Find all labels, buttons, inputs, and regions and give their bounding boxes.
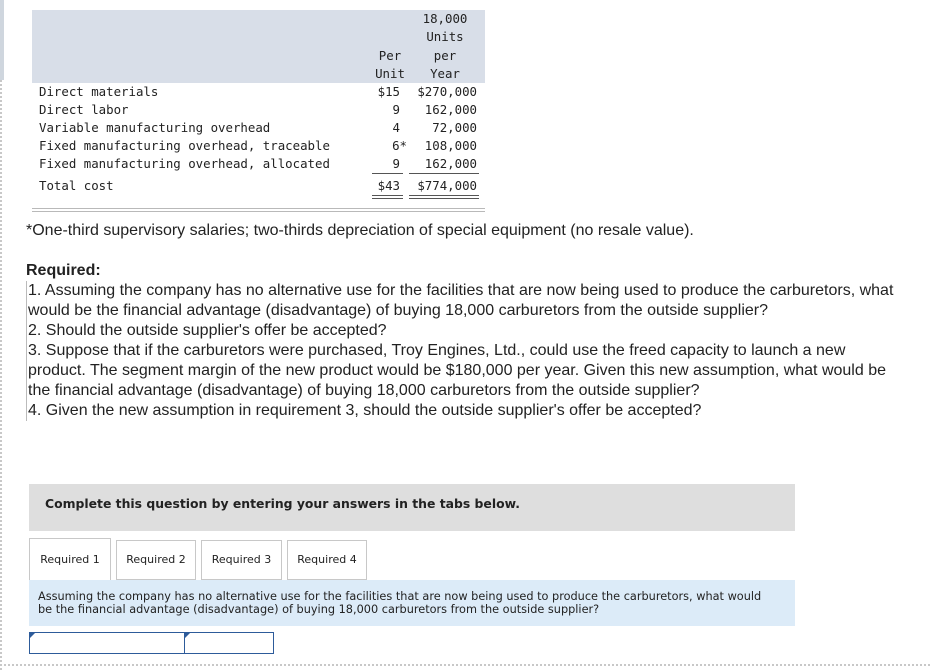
header-year-line-4: Year: [430, 66, 460, 81]
requirement-item: 3. Suppose that if the carburetors were purchased, Troy Engines, Ltd., could use the freed capacity to launch a new product. The segment margin of the new product would be $180,000 per year. Given this new assumption, what would be the financial advantage (disadvantage) of buying 18,000 carburetors from the outside supplier?: [28, 342, 886, 399]
answer-label-input[interactable]: [29, 632, 185, 654]
row-label: Direct materials: [39, 84, 159, 99]
row-label: Fixed manufacturing overhead, allocated: [39, 156, 330, 171]
total-per-year: $774,000: [417, 178, 477, 193]
table-row: [32, 83, 485, 101]
bottom-dotted-border: [0, 664, 932, 666]
header-year-line-1: 18,000: [422, 11, 468, 26]
table-row: [32, 119, 485, 137]
header-year-line-2: Units: [426, 29, 464, 44]
footnote: *One-third supervisory salaries; two-thirds depreciation of special equipment (no resale value).: [26, 222, 694, 239]
row-per-unit: 9: [392, 156, 400, 171]
answer-amount-input[interactable]: [184, 632, 274, 654]
tab-required-4[interactable]: Required 4: [287, 540, 367, 580]
requirement-item: 1. Assuming the company has no alternative use for the facilities that are now being used to produce the carburetors, what would be the financial advantage (disadvantage) of buying 18,000 carburetors from the outside supplier?: [28, 282, 894, 319]
row-label: Direct labor: [39, 102, 129, 117]
header-unit-line-2: Unit: [375, 66, 405, 81]
instruction-bar: [29, 484, 795, 531]
input-marker-icon: [185, 633, 190, 638]
input-marker-icon: [30, 633, 35, 638]
header-unit-line-1: Per: [378, 48, 402, 63]
instruction-text: Complete this question by entering your answers in the tabs below.: [45, 496, 520, 511]
row-label: Variable manufacturing overhead: [39, 120, 271, 135]
total-row: [32, 177, 485, 195]
table-row: [32, 155, 485, 173]
subtotal-underline-year: [409, 173, 479, 174]
subtotal-underline-unit: [372, 173, 403, 174]
row-per-unit: $15: [377, 84, 400, 99]
required-heading: Required:: [26, 262, 101, 279]
question-prompt: [29, 580, 795, 626]
row-label: Fixed manufacturing overhead, traceable: [39, 138, 330, 153]
row-per-year: $270,000: [417, 84, 477, 99]
row-per-unit: 4: [392, 120, 400, 135]
requirement-item: 2. Should the outside supplier's offer be accepted?: [28, 322, 387, 339]
header-year-line-3: per: [433, 48, 457, 63]
requirements-list: [26, 281, 906, 421]
total-double-underline-year: [409, 195, 479, 199]
total-per-unit: $43: [377, 178, 400, 193]
row-per-year: 162,000: [424, 102, 477, 117]
tab-required-3[interactable]: Required 3: [201, 540, 282, 580]
total-label: Total cost: [39, 178, 114, 193]
total-double-underline-unit: [372, 195, 403, 199]
prompt-text: Assuming the company has no alternative use for the facilities that are now being used to produce the carburetors, what would be the financial advantage (disadvantage) of buying 18,000 carburetors from the outside supplier?: [38, 590, 762, 616]
row-per-unit: 6*: [392, 138, 407, 153]
table-bottom-rule: [32, 208, 485, 212]
tab-required-2[interactable]: Required 2: [116, 540, 196, 580]
row-per-unit: 9: [392, 102, 400, 117]
tab-required-1[interactable]: Required 1: [29, 538, 111, 580]
table-row: [32, 137, 485, 155]
row-per-year: 72,000: [432, 120, 477, 135]
left-dotted-border: [0, 0, 2, 670]
row-per-year: 162,000: [424, 156, 477, 171]
left-accent-bar: [0, 0, 4, 80]
table-row: [32, 101, 485, 119]
requirement-item: 4. Given the new assumption in requirement 3, should the outside supplier's offer be accepted?: [28, 402, 702, 419]
row-per-year: 108,000: [424, 138, 477, 153]
